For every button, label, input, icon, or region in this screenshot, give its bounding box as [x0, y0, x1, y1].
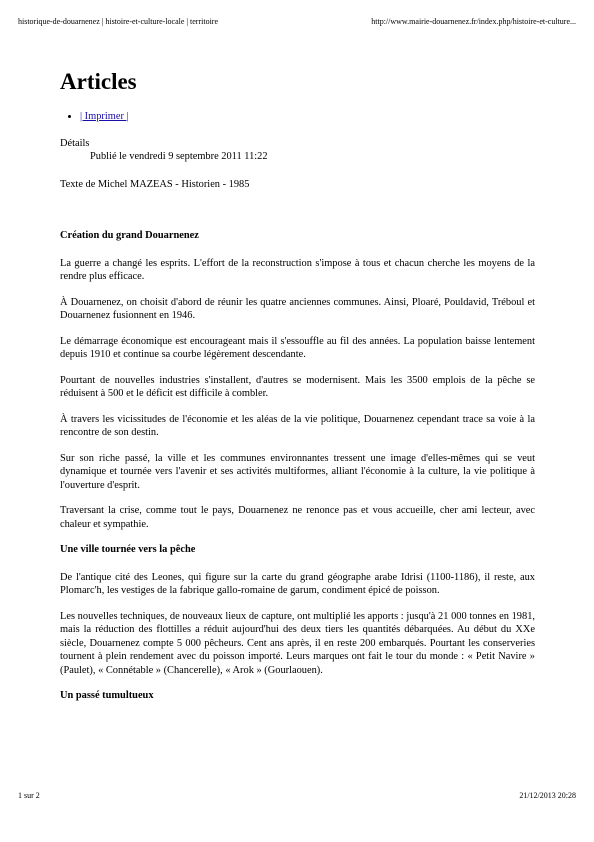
article-actions	[60, 110, 535, 124]
list-item	[80, 110, 535, 124]
print-header	[18, 17, 576, 27]
article-content	[60, 68, 535, 717]
paragraph: Sur son riche passé, la ville et les communes environnantes tressent une image d'elles-mêmes qui se veut dynamique et tournée vers l'avenir et ses activités multiformes, alliant l'économie à la culture, la vie politique à l'ouverture d'esprit.	[60, 452, 535, 491]
paragraph: De l'antique cité des Leones, qui figure sur la carte du grand géographe arabe Idrisi (1100-1186), il reste, aux Plomarc'h, les vestiges de la fabrique gallo-romaine de garum, condiment épicé de poisson.	[60, 571, 535, 596]
paragraph: La guerre a changé les esprits. L'effort de la reconstruction s'impose à tous et chacun cherche les moyens de la rendre plus efficace.	[60, 257, 535, 282]
section-title: Un passé tumultueux	[60, 690, 154, 701]
paragraph: Pourtant de nouvelles industries s'installent, d'autres se modernisent. Mais les 3500 emplois de la pêche se réduisent à 500 et le déficit est difficile à combler.	[60, 374, 535, 399]
paragraph: À Douarnenez, on choisit d'abord de réunir les quatre anciennes communes. Ainsi, Ploaré, Pouldavid, Tréboul et Douarnenez fusionnent en 1946.	[60, 296, 535, 321]
paragraph: Traversant la crise, comme tout le pays, Douarnenez ne renonce pas et vous accueille, cher ami lecteur, avec chaleur et sympathie.	[60, 505, 535, 530]
details-label: Détails	[60, 137, 90, 149]
page-title: Articles	[60, 69, 137, 94]
print-footer	[18, 791, 576, 801]
header-page-title: historique-de-douarnenez | histoire-et-culture-locale | territoire	[18, 17, 218, 26]
author-line: Texte de Michel MAZEAS - Historien - 1985	[60, 178, 250, 190]
section-title: Une ville tournée vers la pêche	[60, 544, 196, 555]
paragraph: Les nouvelles techniques, de nouveaux lieux de capture, ont multiplié les apports : jusqu'à 21 000 tonnes en 1981, mais la réduction des flottilles a réduit aujourd'hui des deux tiers les quantités débarquées. Au début du XXe siècle, Douarnenez compte 5 000 pêcheurs. Cent ans après, il en reste 200 embarqués. Pourtant les conserveries tournent à plein rendement avec du poisson importé. Leurs marques ont fait le tour du monde : « Petit Navire » (Paulet), « Connétable » (Chancerelle), « Arok » (Gourlaouen).	[60, 610, 535, 676]
print-timestamp: 21/12/2013 20:28	[519, 791, 576, 800]
paragraph: Le démarrage économique est encourageant mais il s'essouffle au fil des années. La population baisse lentement depuis 1910 et continue sa courbe légèrement descendante.	[60, 335, 535, 360]
page-count: 1 sur 2	[18, 791, 40, 800]
header-url: http://www.mairie-douarnenez.fr/index.php/histoire-et-culture...	[371, 17, 576, 26]
published-date: Publié le vendredi 9 septembre 2011 11:22	[90, 151, 268, 162]
section-title: Création du grand Douarnenez	[60, 230, 199, 241]
paragraph: À travers les vicissitudes de l'économie et les aléas de la vie politique, Douarnenez cependant trace sa voie à la rencontre de son destin.	[60, 413, 535, 438]
print-link[interactable]: | Imprimer |	[80, 111, 129, 122]
